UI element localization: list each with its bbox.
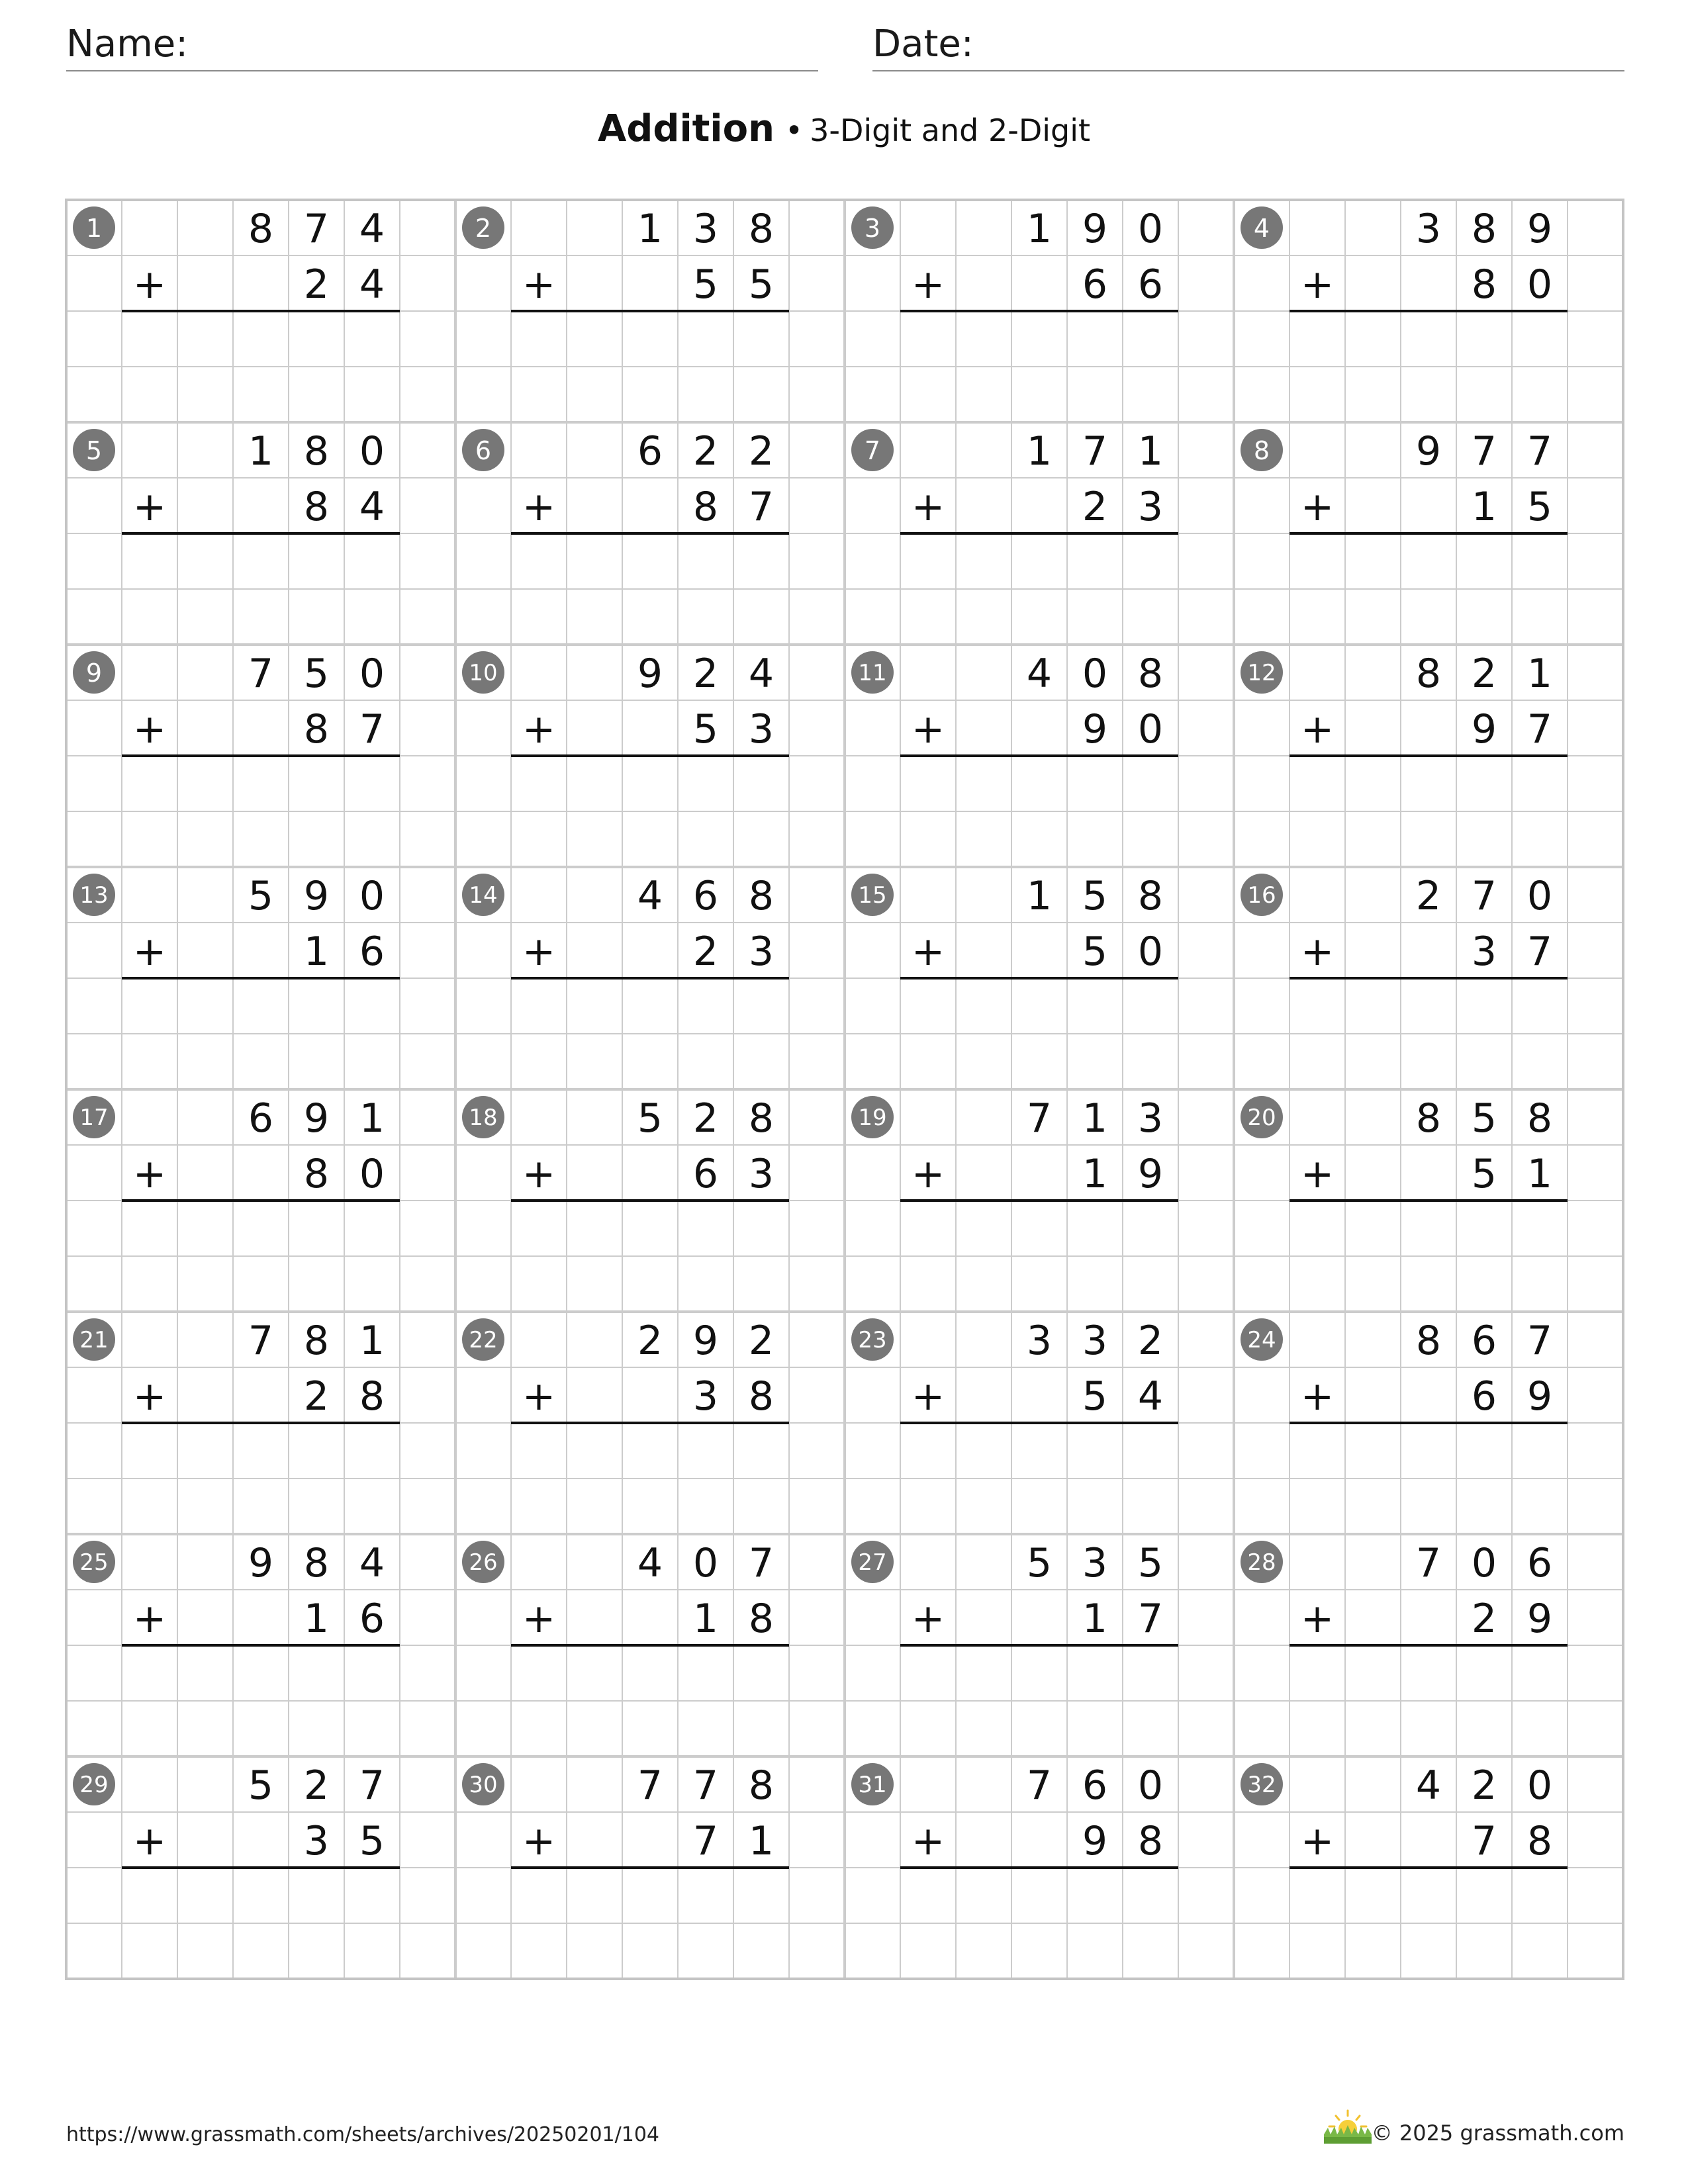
problem-number: 25	[79, 1549, 109, 1576]
plus-sign: +	[132, 484, 167, 530]
bottom-digit: 1	[1082, 1596, 1108, 1642]
top-digit: 4	[637, 1540, 663, 1586]
top-digit: 8	[1415, 651, 1442, 697]
top-digit: 5	[1082, 873, 1108, 919]
top-digit: 8	[1415, 1095, 1442, 1142]
top-digit: 4	[748, 651, 774, 697]
bottom-digit: 0	[1137, 929, 1164, 975]
problem-number: 4	[1253, 214, 1270, 243]
top-digit: 5	[1471, 1095, 1497, 1142]
answer-area[interactable]	[1289, 1201, 1568, 1312]
top-digit: 6	[1471, 1318, 1497, 1364]
bottom-digit: 1	[303, 1596, 330, 1642]
top-digit: 2	[692, 1095, 719, 1142]
plus-sign: +	[522, 1818, 556, 1864]
bottom-digit: 6	[692, 1151, 719, 1197]
top-digit: 8	[1526, 1095, 1553, 1142]
problem-number: 1	[85, 214, 103, 243]
problem-number: 11	[858, 660, 887, 686]
bottom-digit: 6	[359, 1596, 385, 1642]
top-digit: 2	[748, 428, 774, 475]
bottom-digit: 3	[1471, 929, 1497, 975]
bottom-digit: 5	[692, 706, 719, 752]
top-digit: 3	[1082, 1318, 1108, 1364]
bottom-digit: 9	[1137, 1151, 1164, 1197]
plus-sign: +	[911, 1151, 945, 1197]
top-digit: 2	[1415, 873, 1442, 919]
problem-number: 26	[469, 1549, 498, 1576]
problem-number: 18	[469, 1105, 498, 1131]
answer-area[interactable]	[900, 756, 1178, 867]
top-digit: 9	[1082, 206, 1108, 252]
answer-area[interactable]	[1289, 1645, 1568, 1756]
answer-area[interactable]	[511, 1201, 789, 1312]
problem-number: 12	[1247, 660, 1276, 686]
top-digit: 0	[1471, 1540, 1497, 1586]
top-digit: 9	[303, 1095, 330, 1142]
problem-number: 24	[1247, 1327, 1276, 1353]
bottom-digit: 5	[692, 261, 719, 308]
bottom-digit: 8	[303, 706, 330, 752]
bottom-digit: 2	[1082, 484, 1108, 530]
answer-area[interactable]	[122, 978, 400, 1089]
top-digit: 9	[637, 651, 663, 697]
bottom-digit: 7	[1471, 1818, 1497, 1864]
problem-number: 19	[858, 1105, 887, 1131]
bottom-digit: 4	[1137, 1373, 1164, 1420]
bottom-digit: 4	[359, 261, 385, 308]
problem-number: 17	[79, 1105, 109, 1131]
bottom-digit: 1	[1526, 1151, 1553, 1197]
top-digit: 1	[248, 428, 274, 475]
plus-sign: +	[522, 1373, 556, 1420]
top-digit: 2	[692, 651, 719, 697]
top-digit: 8	[248, 206, 274, 252]
answer-area[interactable]	[511, 1645, 789, 1756]
grass-sun-logo-icon	[1323, 2108, 1373, 2145]
top-digit: 2	[748, 1318, 774, 1364]
answer-area[interactable]	[122, 311, 400, 422]
bottom-digit: 0	[359, 1151, 385, 1197]
problem-number: 16	[1247, 882, 1276, 909]
bottom-digit: 6	[1082, 261, 1108, 308]
top-digit: 0	[359, 428, 385, 475]
top-digit: 7	[1526, 428, 1553, 475]
plus-sign: +	[1300, 484, 1335, 530]
problem-number: 31	[858, 1772, 887, 1798]
bottom-digit: 8	[303, 1151, 330, 1197]
plus-sign: +	[911, 1373, 945, 1420]
top-digit: 2	[303, 1762, 330, 1809]
top-digit: 2	[637, 1318, 663, 1364]
top-digit: 0	[359, 873, 385, 919]
top-digit: 4	[359, 1540, 385, 1586]
bottom-digit: 5	[359, 1818, 385, 1864]
bottom-digit: 3	[692, 1373, 719, 1420]
bottom-digit: 5	[1526, 484, 1553, 530]
answer-area[interactable]	[1289, 1868, 1568, 1979]
top-digit: 0	[1526, 1762, 1553, 1809]
bottom-digit: 4	[359, 484, 385, 530]
plus-sign: +	[132, 261, 167, 308]
problem-number: 22	[469, 1327, 498, 1353]
top-digit: 1	[1082, 1095, 1108, 1142]
answer-area[interactable]	[900, 1201, 1178, 1312]
plus-sign: +	[1300, 929, 1335, 975]
bottom-digit: 2	[692, 929, 719, 975]
bottom-digit: 1	[1471, 484, 1497, 530]
top-digit: 3	[1415, 206, 1442, 252]
answer-area[interactable]	[900, 1868, 1178, 1979]
problem-number: 30	[469, 1772, 498, 1798]
top-digit: 1	[359, 1318, 385, 1364]
top-digit: 0	[359, 651, 385, 697]
plus-sign: +	[132, 706, 167, 752]
plus-sign: +	[522, 706, 556, 752]
top-digit: 5	[637, 1095, 663, 1142]
problem-number: 14	[469, 882, 498, 909]
plus-sign: +	[911, 261, 945, 308]
top-digit: 7	[1471, 873, 1497, 919]
problem-number: 28	[1247, 1549, 1276, 1576]
bottom-digit: 9	[1526, 1596, 1553, 1642]
problem-number: 29	[79, 1772, 109, 1798]
top-digit: 7	[1026, 1095, 1053, 1142]
answer-area[interactable]	[511, 756, 789, 867]
top-digit: 7	[748, 1540, 774, 1586]
plus-sign: +	[1300, 1818, 1335, 1864]
bottom-digit: 3	[1137, 484, 1164, 530]
answer-area[interactable]	[1289, 311, 1568, 422]
top-digit: 0	[1137, 206, 1164, 252]
plus-sign: +	[132, 1373, 167, 1420]
title-separator: •	[784, 113, 804, 148]
title-main: Addition	[597, 107, 774, 150]
bottom-digit: 8	[1471, 261, 1497, 308]
bottom-digit: 9	[1082, 706, 1108, 752]
plus-sign: +	[1300, 1596, 1335, 1642]
bottom-digit: 1	[692, 1596, 719, 1642]
problem-number: 20	[1247, 1105, 1276, 1131]
top-digit: 7	[637, 1762, 663, 1809]
top-digit: 1	[359, 1095, 385, 1142]
top-digit: 0	[1082, 651, 1108, 697]
answer-area[interactable]	[900, 1645, 1178, 1756]
plus-sign: +	[911, 484, 945, 530]
answer-area[interactable]	[122, 533, 400, 645]
title-subtitle: 3-Digit and 2-Digit	[810, 113, 1091, 148]
top-digit: 7	[692, 1762, 719, 1809]
plus-sign: +	[132, 1596, 167, 1642]
top-digit: 8	[748, 1762, 774, 1809]
problem-number: 21	[79, 1327, 109, 1353]
bottom-digit: 5	[1082, 929, 1108, 975]
top-digit: 7	[359, 1762, 385, 1809]
top-digit: 4	[1026, 651, 1053, 697]
answer-area[interactable]	[1289, 978, 1568, 1089]
top-digit: 5	[1026, 1540, 1053, 1586]
top-digit: 9	[692, 1318, 719, 1364]
top-digit: 1	[1026, 873, 1053, 919]
plus-sign: +	[1300, 706, 1335, 752]
top-digit: 1	[1026, 428, 1053, 475]
plus-sign: +	[132, 1151, 167, 1197]
bottom-digit: 8	[748, 1596, 774, 1642]
bottom-digit: 7	[1137, 1596, 1164, 1642]
top-digit: 5	[303, 651, 330, 697]
bottom-digit: 3	[748, 1151, 774, 1197]
top-digit: 8	[303, 1318, 330, 1364]
top-digit: 9	[248, 1540, 274, 1586]
top-digit: 5	[248, 1762, 274, 1809]
answer-area[interactable]	[511, 1868, 789, 1979]
bottom-digit: 5	[748, 261, 774, 308]
answer-area[interactable]	[511, 311, 789, 422]
top-digit: 6	[1526, 1540, 1553, 1586]
top-digit: 1	[1137, 428, 1164, 475]
answer-area[interactable]	[122, 756, 400, 867]
top-digit: 6	[692, 873, 719, 919]
bottom-digit: 2	[303, 261, 330, 308]
problem-number: 9	[85, 659, 103, 688]
bottom-digit: 3	[748, 929, 774, 975]
top-digit: 7	[1026, 1762, 1053, 1809]
top-digit: 4	[637, 873, 663, 919]
bottom-digit: 8	[1137, 1818, 1164, 1864]
top-digit: 3	[1082, 1540, 1108, 1586]
plus-sign: +	[132, 1818, 167, 1864]
plus-sign: +	[522, 1151, 556, 1197]
top-digit: 8	[1415, 1318, 1442, 1364]
top-digit: 2	[1471, 1762, 1497, 1809]
problem-number: 32	[1247, 1772, 1276, 1798]
problem-number: 10	[469, 660, 498, 686]
top-digit: 3	[1137, 1095, 1164, 1142]
top-digit: 8	[303, 1540, 330, 1586]
top-digit: 9	[1415, 428, 1442, 475]
top-digit: 0	[692, 1540, 719, 1586]
answer-area[interactable]	[1289, 533, 1568, 645]
top-digit: 8	[748, 1095, 774, 1142]
answer-area[interactable]	[900, 1423, 1178, 1534]
bottom-digit: 1	[1082, 1151, 1108, 1197]
answer-area[interactable]	[122, 1423, 400, 1534]
bottom-digit: 8	[748, 1373, 774, 1420]
top-digit: 8	[1471, 206, 1497, 252]
bottom-digit: 5	[1082, 1373, 1108, 1420]
top-digit: 1	[1026, 206, 1053, 252]
bottom-digit: 2	[303, 1373, 330, 1420]
problem-number: 13	[79, 882, 109, 909]
top-digit: 2	[1137, 1318, 1164, 1364]
problem-number: 27	[858, 1549, 887, 1576]
bottom-digit: 7	[1526, 706, 1553, 752]
plus-sign: +	[911, 929, 945, 975]
top-digit: 7	[1471, 428, 1497, 475]
top-digit: 0	[1526, 873, 1553, 919]
top-digit: 9	[1526, 206, 1553, 252]
bottom-digit: 3	[748, 706, 774, 752]
bottom-digit: 0	[1526, 261, 1553, 308]
top-digit: 7	[248, 1318, 274, 1364]
top-digit: 5	[1137, 1540, 1164, 1586]
problem-number: 15	[858, 882, 887, 909]
top-digit: 3	[692, 206, 719, 252]
top-digit: 8	[303, 428, 330, 475]
bottom-digit: 9	[1082, 1818, 1108, 1864]
top-digit: 6	[1082, 1762, 1108, 1809]
problem-number: 23	[858, 1327, 887, 1353]
name-label: Name:	[66, 23, 189, 66]
top-digit: 2	[1471, 651, 1497, 697]
answer-area[interactable]	[511, 1423, 789, 1534]
plus-sign: +	[1300, 1373, 1335, 1420]
bottom-digit: 6	[1137, 261, 1164, 308]
bottom-digit: 3	[303, 1818, 330, 1864]
plus-sign: +	[522, 1596, 556, 1642]
top-digit: 1	[1526, 651, 1553, 697]
answer-area[interactable]	[511, 978, 789, 1089]
bottom-digit: 8	[359, 1373, 385, 1420]
top-digit: 7	[1082, 428, 1108, 475]
top-digit: 7	[1526, 1318, 1553, 1364]
bottom-digit: 9	[1526, 1373, 1553, 1420]
date-label: Date:	[872, 23, 974, 66]
top-digit: 8	[1137, 651, 1164, 697]
plus-sign: +	[522, 929, 556, 975]
top-digit: 4	[1415, 1762, 1442, 1809]
bottom-digit: 6	[1471, 1373, 1497, 1420]
problem-number: 7	[864, 436, 881, 465]
plus-sign: +	[911, 706, 945, 752]
plus-sign: +	[911, 1596, 945, 1642]
top-digit: 8	[748, 206, 774, 252]
problem-number: 2	[475, 214, 492, 243]
top-digit: 7	[303, 206, 330, 252]
bottom-digit: 8	[1526, 1818, 1553, 1864]
plus-sign: +	[522, 261, 556, 308]
answer-area[interactable]	[122, 1201, 400, 1312]
plus-sign: +	[911, 1818, 945, 1864]
plus-sign: +	[1300, 261, 1335, 308]
problem-number: 8	[1253, 436, 1270, 465]
answer-area[interactable]	[1289, 756, 1568, 867]
answer-area[interactable]	[511, 533, 789, 645]
top-digit: 5	[248, 873, 274, 919]
problem-number: 5	[85, 436, 103, 465]
bottom-digit: 8	[692, 484, 719, 530]
bottom-digit: 7	[1526, 929, 1553, 975]
top-digit: 6	[637, 428, 663, 475]
top-digit: 3	[1026, 1318, 1053, 1364]
bottom-digit: 2	[1471, 1596, 1497, 1642]
top-digit: 8	[1137, 873, 1164, 919]
footer-url[interactable]: https://www.grassmath.com/sheets/archives/20250201/104	[66, 2123, 660, 2146]
bottom-digit: 7	[692, 1818, 719, 1864]
top-digit: 2	[692, 428, 719, 475]
top-digit: 1	[637, 206, 663, 252]
top-digit: 7	[248, 651, 274, 697]
footer-copyright: © 2025 grassmath.com	[1371, 2120, 1624, 2146]
top-digit: 7	[1415, 1540, 1442, 1586]
bottom-digit: 7	[748, 484, 774, 530]
answer-area[interactable]	[900, 533, 1178, 645]
bottom-digit: 8	[303, 484, 330, 530]
bottom-digit: 9	[1471, 706, 1497, 752]
bottom-digit: 1	[748, 1818, 774, 1864]
answer-area[interactable]	[1289, 1423, 1568, 1534]
problem-number: 3	[864, 214, 881, 243]
plus-sign: +	[522, 484, 556, 530]
top-digit: 9	[303, 873, 330, 919]
top-digit: 8	[748, 873, 774, 919]
problem-number: 6	[475, 436, 492, 465]
answer-area[interactable]	[122, 1645, 400, 1756]
answer-area[interactable]	[900, 311, 1178, 422]
bottom-digit: 0	[1137, 706, 1164, 752]
bottom-digit: 6	[359, 929, 385, 975]
bottom-digit: 7	[359, 706, 385, 752]
top-digit: 0	[1137, 1762, 1164, 1809]
plus-sign: +	[132, 929, 167, 975]
top-digit: 4	[359, 206, 385, 252]
answer-area[interactable]	[900, 978, 1178, 1089]
answer-area[interactable]	[122, 1868, 400, 1979]
plus-sign: +	[1300, 1151, 1335, 1197]
bottom-digit: 5	[1471, 1151, 1497, 1197]
top-digit: 6	[248, 1095, 274, 1142]
bottom-digit: 1	[303, 929, 330, 975]
